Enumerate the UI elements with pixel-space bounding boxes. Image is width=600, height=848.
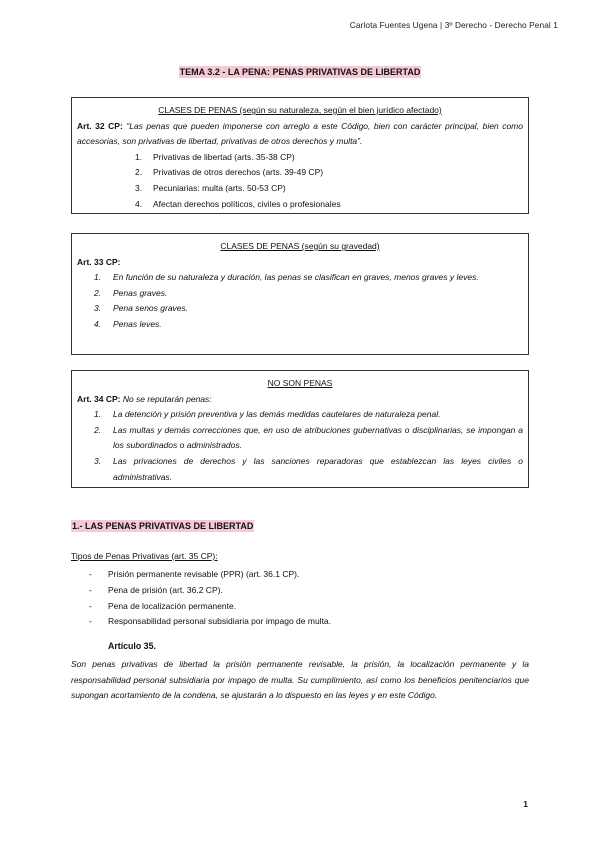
list-number: 3.: [94, 303, 102, 314]
list-number: 2.: [94, 287, 102, 298]
list-item: - Pena de localización permanente.: [89, 600, 237, 611]
box2-list: [77, 270, 523, 332]
list-number: 2.: [94, 424, 102, 435]
list-item: [77, 423, 523, 454]
list-text: Pecuniarias: multa (arts. 50-53 CP): [153, 182, 286, 193]
list-item: - Prisión permanente revisable (PPR) (art. 36.1 CP).: [89, 569, 300, 579]
page-number: 1: [523, 799, 528, 809]
list-item: [77, 197, 523, 213]
tipos-list: [71, 567, 529, 630]
box3-art-label: Art. 34 CP: [77, 393, 118, 404]
list-number: 1.: [94, 409, 102, 420]
section-title-text: 1.- LAS PENAS PRIVATIVAS DE LIBERTAD: [72, 521, 254, 531]
tipos-label: Tipos de Penas Privativas (art. 35 CP):: [71, 551, 218, 561]
list-item: [77, 181, 523, 197]
list-number: 3.: [94, 455, 102, 466]
list-item: [77, 165, 523, 181]
list-number: 2.: [135, 167, 143, 178]
list-text: Pena de prisión (art. 36.2 CP).: [108, 584, 223, 595]
box-clases-gravedad: [71, 233, 529, 355]
list-item: [77, 150, 523, 166]
list-text: Prisión permanente revisable (PPR) (art. 36.1 CP).: [108, 569, 300, 579]
box2-art-label: Art. 33 CP: [77, 256, 118, 267]
box-no-son-penas: [71, 370, 529, 488]
list-text: Afectan derechos políticos, civiles o profesionales: [153, 198, 341, 209]
list-item: [77, 286, 523, 302]
box2-article: Art. 33 CP:: [77, 256, 121, 267]
list-text: Privativas de libertad (arts. 35-38 CP): [153, 151, 295, 162]
box1-quote: “Las penas que pueden imponerse con arreglo a este Código, bien con carácter principal, bien como accesorias, son privativas de libertad, privativas de otros derechos y multa”.: [77, 120, 523, 147]
list-text: Las multas y demás correcciones que, en uso de atribuciones gubernativas o disciplinarias, se impongan a los subordinados o administrados.: [113, 424, 523, 451]
article-35-title: Artículo 35.: [108, 641, 156, 651]
list-item: - Pena de prisión (art. 36.2 CP).: [89, 584, 223, 595]
list-item: [77, 407, 523, 423]
list-text: Responsabilidad personal subsidiaria por impago de multa.: [108, 616, 332, 627]
list-item: [77, 301, 523, 317]
box3-list: [77, 407, 523, 485]
box1-article: Art. 32 CP: “Las penas que pueden imponerse con arreglo a este Código, bien con carácter principal, bien como accesorias, son privativas de libertad, privativas de otros derechos y multa”.: [77, 120, 523, 147]
list-text: Penas graves.: [113, 287, 168, 298]
list-item: - Responsabilidad personal subsidiaria por impago de multa.: [89, 616, 332, 627]
list-text: Penas leves.: [113, 318, 162, 329]
list-text: Las privaciones de derechos y las sanciones reparadoras que establezcan las leyes civiles o administrativas.: [113, 455, 523, 482]
box1-list: [77, 150, 523, 212]
page-title: [0, 67, 600, 77]
page-title-text: TEMA 3.2 - LA PENA: PENAS PRIVATIVAS DE LIBERTAD: [179, 67, 421, 77]
list-number: 4.: [94, 318, 102, 329]
list-text: La detención y prisión preventiva y las demás medidas cautelares de naturaleza penal.: [113, 409, 441, 420]
box3-article: Art. 34 CP: No se reputarán penas:: [77, 393, 212, 404]
box3-heading: NO SON PENAS: [267, 378, 333, 388]
list-item: [77, 270, 523, 286]
list-number: 1.: [135, 151, 143, 162]
list-item: [77, 317, 523, 333]
list-number: 4.: [135, 198, 143, 209]
article-35-text: Son penas privativas de libertad la prisión permanente revisable, la prisión, la localización permanente y la responsabilidad personal subsidiaria por impago de multa. Su cumplimiento, así como los beneficios penitenciarios que supongan acortamiento de la condena, se ajustarán a lo dispuesto en las leyes y en este Código.: [71, 659, 529, 701]
page-header: Carlota Fuentes Ugena | 3º Derecho - Derecho Penal 1: [349, 20, 558, 30]
box3-intro: No se reputarán penas:: [122, 393, 212, 404]
section-title: [71, 521, 254, 531]
list-text: Privativas de otros derechos (arts. 39-49 CP): [153, 167, 324, 178]
list-text: Pena senos graves.: [113, 303, 189, 314]
list-number: 1.: [94, 272, 102, 283]
box-clases-naturaleza: [71, 97, 529, 214]
list-text: Pena de localización permanente.: [108, 600, 237, 611]
list-item: [77, 454, 523, 485]
box1-art-label: Art. 32 CP: [77, 120, 120, 131]
box1-heading: CLASES DE PENAS (según su naturaleza, según el bien jurídico afectado): [158, 105, 442, 115]
box2-heading: CLASES DE PENAS (según su gravedad): [220, 241, 380, 251]
list-text: En función de su naturaleza y duración, las penas se clasifican en graves, menos graves y leves.: [113, 272, 479, 283]
list-number: 3.: [135, 182, 143, 193]
